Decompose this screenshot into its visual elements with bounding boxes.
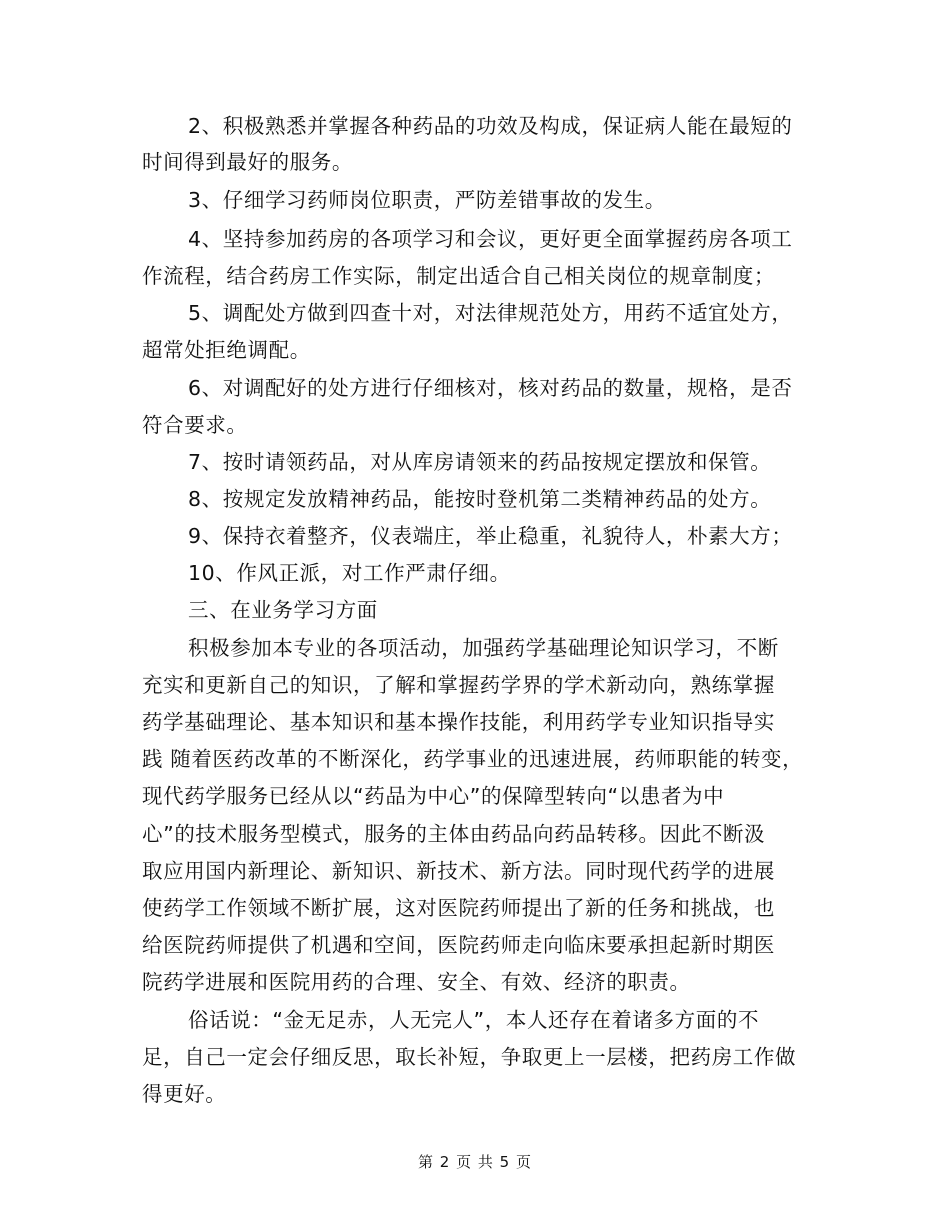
body-text-line: 俗话说：“金无足赤，人无完人”，本人还存在着诸多方面的不	[188, 1008, 760, 1032]
body-text-line: 3、仔细学习药师岗位职责，严防差错事故的发生。	[188, 188, 666, 212]
body-text-line: 现代药学服务已经从以“药品为中心”的保障型转向“以患者为中	[142, 784, 725, 808]
body-text-line: 超常处拒绝调配。	[142, 338, 311, 362]
body-text-line: 7、按时请领药品，对从库房请领来的药品按规定摆放和保管。	[188, 450, 772, 474]
body-text-line: 6、对调配好的处方进行仔细核对，核对药品的数量，规格，是否	[188, 376, 793, 400]
body-text-line: 8、按规定发放精神药品，能按时登机第二类精神药品的处方。	[188, 487, 772, 511]
body-text-line: 得更好。	[142, 1082, 227, 1106]
body-text-line: 心”的技术服务型模式，服务的主体由药品向药品转移。因此不断汲	[142, 822, 766, 846]
body-text-line: 作流程，结合药房工作实际，制定出适合自己相关岗位的规章制度；	[142, 264, 775, 288]
body-text-line: 给医院药师提供了机遇和空间，医院药师走向临床要承担起新时期医	[142, 933, 775, 957]
body-text-line: 符合要求。	[142, 413, 248, 437]
body-text-line: 取应用国内新理论、新知识、新技术、新方法。同时现代药学的进展	[142, 859, 775, 883]
body-text-line: 10、作风正派，对工作严肃仔细。	[188, 561, 511, 585]
body-text-line: 5、调配处方做到四查十对，对法律规范处方，用药不适宜处方，	[188, 301, 793, 325]
body-text-line: 2、积极熟悉并掌握各种药品的功效及构成，保证病人能在最短的	[188, 114, 793, 138]
body-text-line: 足，自己一定会仔细反思，取长补短，争取更上一层楼，把药房工作做	[142, 1045, 797, 1069]
body-text-line: 时间得到最好的服务。	[142, 150, 353, 174]
body-text-line: 使药学工作领域不断扩展，这对医院药师提出了新的任务和挑战，也	[142, 896, 775, 920]
body-text-line: 践 随着医药改革的不断深化，药学事业的迅速进展，药师职能的转变，	[142, 747, 804, 771]
body-text-line: 9、保持衣着整齐，仪表端庄，举止稳重，礼貌待人，朴素大方；	[188, 524, 793, 548]
body-text-line: 积极参加本专业的各项活动，加强药学基础理论知识学习，不断	[188, 636, 779, 660]
page-number-footer: 第 2 页 共 5 页	[418, 1153, 532, 1171]
body-text-line: 4、坚持参加药房的各项学习和会议，更好更全面掌握药房各项工	[188, 227, 793, 251]
body-text-line: 充实和更新自己的知识，了解和掌握药学界的学术新动向，熟练掌握	[142, 673, 775, 697]
body-text-line: 药学基础理论、基本知识和基本操作技能，利用药学专业知识指导实	[142, 710, 775, 734]
section-heading: 三、在业务学习方面	[188, 598, 378, 622]
body-text-line: 院药学进展和医院用药的合理、安全、有效、经济的职责。	[142, 970, 691, 994]
